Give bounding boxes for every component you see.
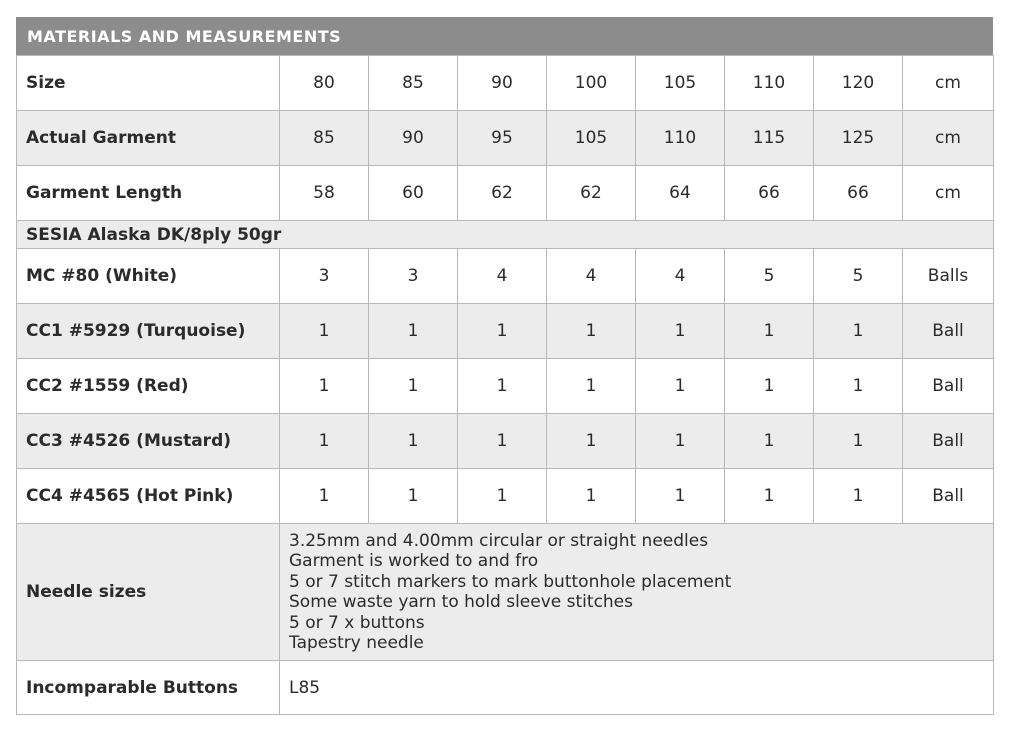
cell-unit: Ball — [903, 469, 994, 524]
cell-value: 1 — [369, 304, 458, 359]
cell-value: 66 — [725, 166, 814, 221]
cell-value: 110 — [636, 111, 725, 166]
cell-value: 1 — [280, 304, 369, 359]
row-label: Garment Length — [17, 166, 280, 221]
table-row-yarn-cc2 — [17, 359, 994, 414]
cell-unit: Ball — [903, 304, 994, 359]
cell-value: 1 — [814, 469, 903, 524]
cell-unit: Ball — [903, 414, 994, 469]
cell-value: 1 — [636, 469, 725, 524]
cell-unit: cm — [903, 111, 994, 166]
cell-value: 5 — [725, 249, 814, 304]
cell-unit: cm — [903, 56, 994, 111]
cell-value: 1 — [280, 414, 369, 469]
cell-value: 1 — [814, 414, 903, 469]
cell-value: 90 — [369, 111, 458, 166]
cell-value: 1 — [725, 359, 814, 414]
row-label: CC4 #4565 (Hot Pink) — [17, 469, 280, 524]
needles-notes — [280, 524, 994, 661]
cell-value: 1 — [725, 469, 814, 524]
cell-value: 1 — [458, 414, 547, 469]
cell-unit: Balls — [903, 249, 994, 304]
notes-line: Garment is worked to and fro — [289, 551, 539, 571]
cell-value: 4 — [458, 249, 547, 304]
cell-value: 1 — [369, 414, 458, 469]
cell-value: 1 — [280, 359, 369, 414]
cell-unit: cm — [903, 166, 994, 221]
row-label: CC2 #1559 (Red) — [17, 359, 280, 414]
cell-value: 1 — [814, 304, 903, 359]
row-label: CC3 #4526 (Mustard) — [17, 414, 280, 469]
cell-value: 100 — [547, 56, 636, 111]
cell-value: 120 — [814, 56, 903, 111]
cell-value: 105 — [636, 56, 725, 111]
cell-value: 3 — [280, 249, 369, 304]
table-row-yarn-cc1 — [17, 304, 994, 359]
table-row-yarn-cc3 — [17, 414, 994, 469]
cell-value: 125 — [814, 111, 903, 166]
cell-value: 5 — [814, 249, 903, 304]
cell-value: 1 — [725, 414, 814, 469]
cell-unit: Ball — [903, 359, 994, 414]
cell-value: 64 — [636, 166, 725, 221]
cell-value: 105 — [547, 111, 636, 166]
notes-line: Some waste yarn to hold sleeve stitches — [289, 592, 634, 612]
table-row-actual-garment — [17, 111, 994, 166]
row-label: Actual Garment — [17, 111, 280, 166]
yarn-heading: SESIA Alaska DK/8ply 50gr — [17, 221, 994, 249]
table-row-yarn-mc — [17, 249, 994, 304]
materials-table-container — [16, 17, 993, 715]
table-row-needles — [17, 524, 994, 661]
materials-table — [16, 55, 994, 715]
cell-value: 1 — [814, 359, 903, 414]
cell-value: 66 — [814, 166, 903, 221]
row-label: Size — [17, 56, 280, 111]
cell-value: 90 — [458, 56, 547, 111]
cell-value: 1 — [547, 469, 636, 524]
table-row-size — [17, 56, 994, 111]
table-row-buttons — [17, 661, 994, 715]
cell-value: 95 — [458, 111, 547, 166]
table-title: MATERIALS AND MEASUREMENTS — [16, 17, 993, 55]
buttons-value: L85 — [280, 661, 994, 715]
cell-value: 115 — [725, 111, 814, 166]
materials-table-body — [17, 56, 994, 715]
cell-value: 1 — [458, 304, 547, 359]
cell-value: 4 — [547, 249, 636, 304]
cell-value: 1 — [458, 469, 547, 524]
cell-value: 1 — [369, 469, 458, 524]
cell-value: 85 — [280, 111, 369, 166]
cell-value: 1 — [547, 304, 636, 359]
row-label: CC1 #5929 (Turquoise) — [17, 304, 280, 359]
table-row-yarn-cc4 — [17, 469, 994, 524]
cell-value: 1 — [636, 304, 725, 359]
cell-value: 1 — [458, 359, 547, 414]
cell-value: 1 — [725, 304, 814, 359]
cell-value: 58 — [280, 166, 369, 221]
cell-value: 62 — [458, 166, 547, 221]
cell-value: 1 — [369, 359, 458, 414]
cell-value: 80 — [280, 56, 369, 111]
cell-value: 1 — [547, 359, 636, 414]
notes-line: 5 or 7 x buttons — [289, 612, 425, 633]
yarn-heading-row — [17, 221, 994, 249]
cell-value: 62 — [547, 166, 636, 221]
cell-value: 1 — [280, 469, 369, 524]
cell-value: 4 — [636, 249, 725, 304]
table-row-garment-length — [17, 166, 994, 221]
notes-line: 5 or 7 stitch markers to mark buttonhole placement — [289, 571, 732, 592]
notes-line: Tapestry needle — [289, 633, 424, 653]
cell-value: 60 — [369, 166, 458, 221]
cell-value: 1 — [636, 414, 725, 469]
cell-value: 110 — [725, 56, 814, 111]
row-label: Incomparable Buttons — [17, 661, 280, 715]
notes-line: 3.25mm and 4.00mm circular or straight needles — [289, 530, 709, 551]
cell-value: 1 — [547, 414, 636, 469]
cell-value: 85 — [369, 56, 458, 111]
cell-value: 1 — [636, 359, 725, 414]
cell-value: 3 — [369, 249, 458, 304]
row-label: Needle sizes — [17, 524, 280, 661]
row-label: MC #80 (White) — [17, 249, 280, 304]
